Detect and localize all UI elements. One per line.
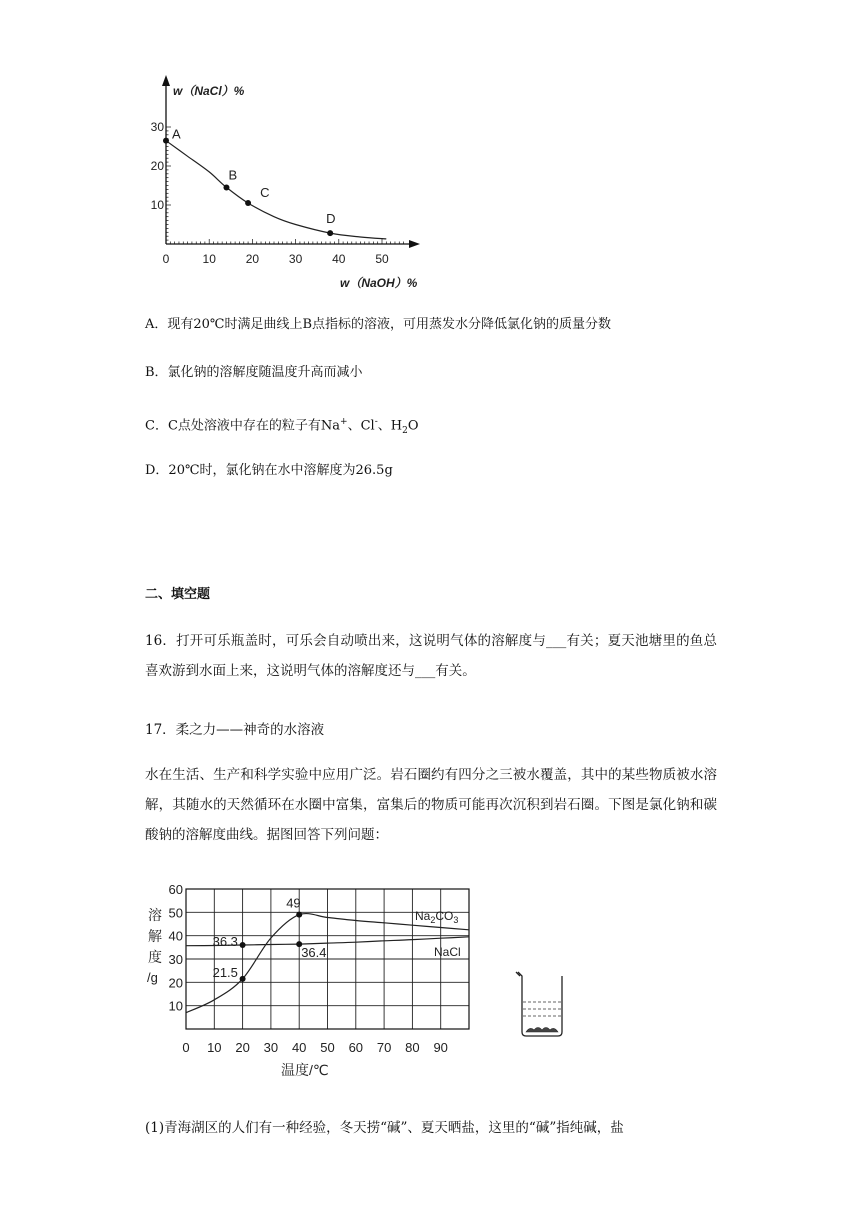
- c1-x-tick-label: 30: [288, 252, 303, 266]
- c2-x-tick-label: 10: [207, 1040, 222, 1055]
- svg-text:解: 解: [148, 928, 162, 944]
- c2-y-tick-label: 10: [168, 998, 183, 1014]
- c2-y-label: [147, 907, 162, 985]
- c2-point: [240, 942, 246, 948]
- question-17-title: 17．柔之力——神奇的水溶液: [145, 722, 325, 738]
- nacl-naoh-chart: [140, 68, 440, 298]
- question-16: 16．打开可乐瓶盖时，可乐会自动喷出来，这说明气体的溶解度与___有关；夏天池塘里的鱼总喜欢游到水面上来，这说明气体的溶解度还与___有关。: [145, 633, 717, 679]
- c2-x-tick-label: 70: [376, 1040, 392, 1055]
- svg-text:度: 度: [148, 949, 162, 965]
- c2-x-tick-label: 40: [291, 1040, 307, 1055]
- c1-point-c: [245, 200, 251, 206]
- c2-point: [240, 976, 246, 982]
- c2-y-tick-label: 50: [168, 905, 183, 921]
- option-c-text4: O: [407, 418, 419, 434]
- c2-point-label: 21.5: [212, 964, 238, 980]
- c2-y-tick-label: 40: [168, 928, 183, 944]
- c2-point-label: 36.4: [301, 945, 327, 961]
- c2-y-tick-label: 30: [168, 952, 183, 968]
- c2-y-tick-label: 60: [168, 882, 183, 898]
- c2-x-tick-label: 80: [405, 1040, 420, 1055]
- c2-x-tick-label: 50: [320, 1040, 335, 1055]
- option-c: [145, 413, 418, 440]
- c2-x-tick-label: 30: [263, 1040, 279, 1055]
- option-c-text3: 、H: [377, 418, 403, 434]
- c1-point-label: D: [326, 211, 336, 227]
- svg-text:/g: /g: [147, 970, 158, 985]
- legend-nacl: NaCl: [434, 945, 461, 959]
- nacl-curve: [166, 141, 386, 239]
- option-c-sup2: -: [374, 417, 378, 427]
- c1-y-label: w（NaCl）%: [173, 84, 245, 98]
- section-title: 二、填空题: [145, 587, 211, 602]
- c1-x-label: w（NaOH）%: [340, 276, 418, 290]
- question-17-body: 水在生活、生产和科学实验中应用广泛。岩石圈约有四分之三被水覆盖，其中的某些物质被水溶解，其随水的天然循环在水圈中富集，富集后的物质可能再次沉积到岩石圈。下图是氯化钠和碳酸钠的溶解度曲线。据图回答下列问题：: [145, 767, 717, 843]
- c2-point-label: 36.3: [212, 934, 238, 950]
- c1-y-tick-label: 30: [150, 120, 164, 134]
- beaker-illustration: [512, 966, 572, 1046]
- legend-na2co3: $Na_2CO_3$: [415, 909, 459, 925]
- option-b: B．氯化钠的溶解度随温度升高而减小: [145, 365, 363, 380]
- c1-point-a: [163, 138, 169, 144]
- c1-point-d: [327, 230, 333, 236]
- option-c-sup1: +: [340, 417, 348, 427]
- c1-x-tick-label: 10: [202, 252, 216, 266]
- c2-y-tick-label: 20: [168, 975, 183, 991]
- solubility-chart: [140, 875, 470, 1085]
- c1-x-tick-label: 0: [162, 252, 170, 266]
- c2-point-label: 49: [286, 895, 301, 911]
- c1-point-label: A: [172, 126, 181, 142]
- option-a: A．现有20℃时满足曲线上B点指标的溶液，可用蒸发水分降低氯化钠的质量分数: [145, 317, 612, 332]
- c1-y-tick-label: 10: [150, 198, 164, 212]
- c2-point: [296, 912, 302, 918]
- c2-x-tick-label: 0: [182, 1040, 190, 1055]
- option-c-text2: 、Cl: [347, 418, 375, 434]
- option-c-sub: 2: [402, 425, 408, 436]
- c2-x-label: 温度/℃: [281, 1062, 329, 1078]
- option-d: D．20℃时，氯化钠在水中溶解度为26.5g: [145, 463, 393, 478]
- c1-x-arrow: [409, 240, 420, 248]
- c1-point-label: C: [260, 185, 270, 201]
- c1-x-tick-label: 20: [245, 252, 260, 266]
- svg-text:溶: 溶: [148, 907, 162, 923]
- c1-y-tick-label: 20: [150, 159, 164, 173]
- c2-x-tick-label: 20: [235, 1040, 250, 1055]
- c1-x-tick-label: 40: [332, 252, 346, 266]
- c2-x-tick-label: 60: [348, 1040, 364, 1055]
- c1-point-b: [223, 184, 229, 190]
- c1-x-tick-label: 50: [375, 252, 389, 266]
- c1-y-arrow: [162, 75, 170, 86]
- c2-x-tick-label: 90: [433, 1040, 448, 1055]
- c1-point-label: B: [228, 167, 238, 183]
- option-c-text: C．C点处溶液中存在的粒子有Na: [145, 418, 341, 434]
- question-17-sub1: (1)青海湖区的人们有一种经验，冬天捞“碱”、夏天晒盐，这里的“碱”指纯碱，盐: [145, 1120, 624, 1136]
